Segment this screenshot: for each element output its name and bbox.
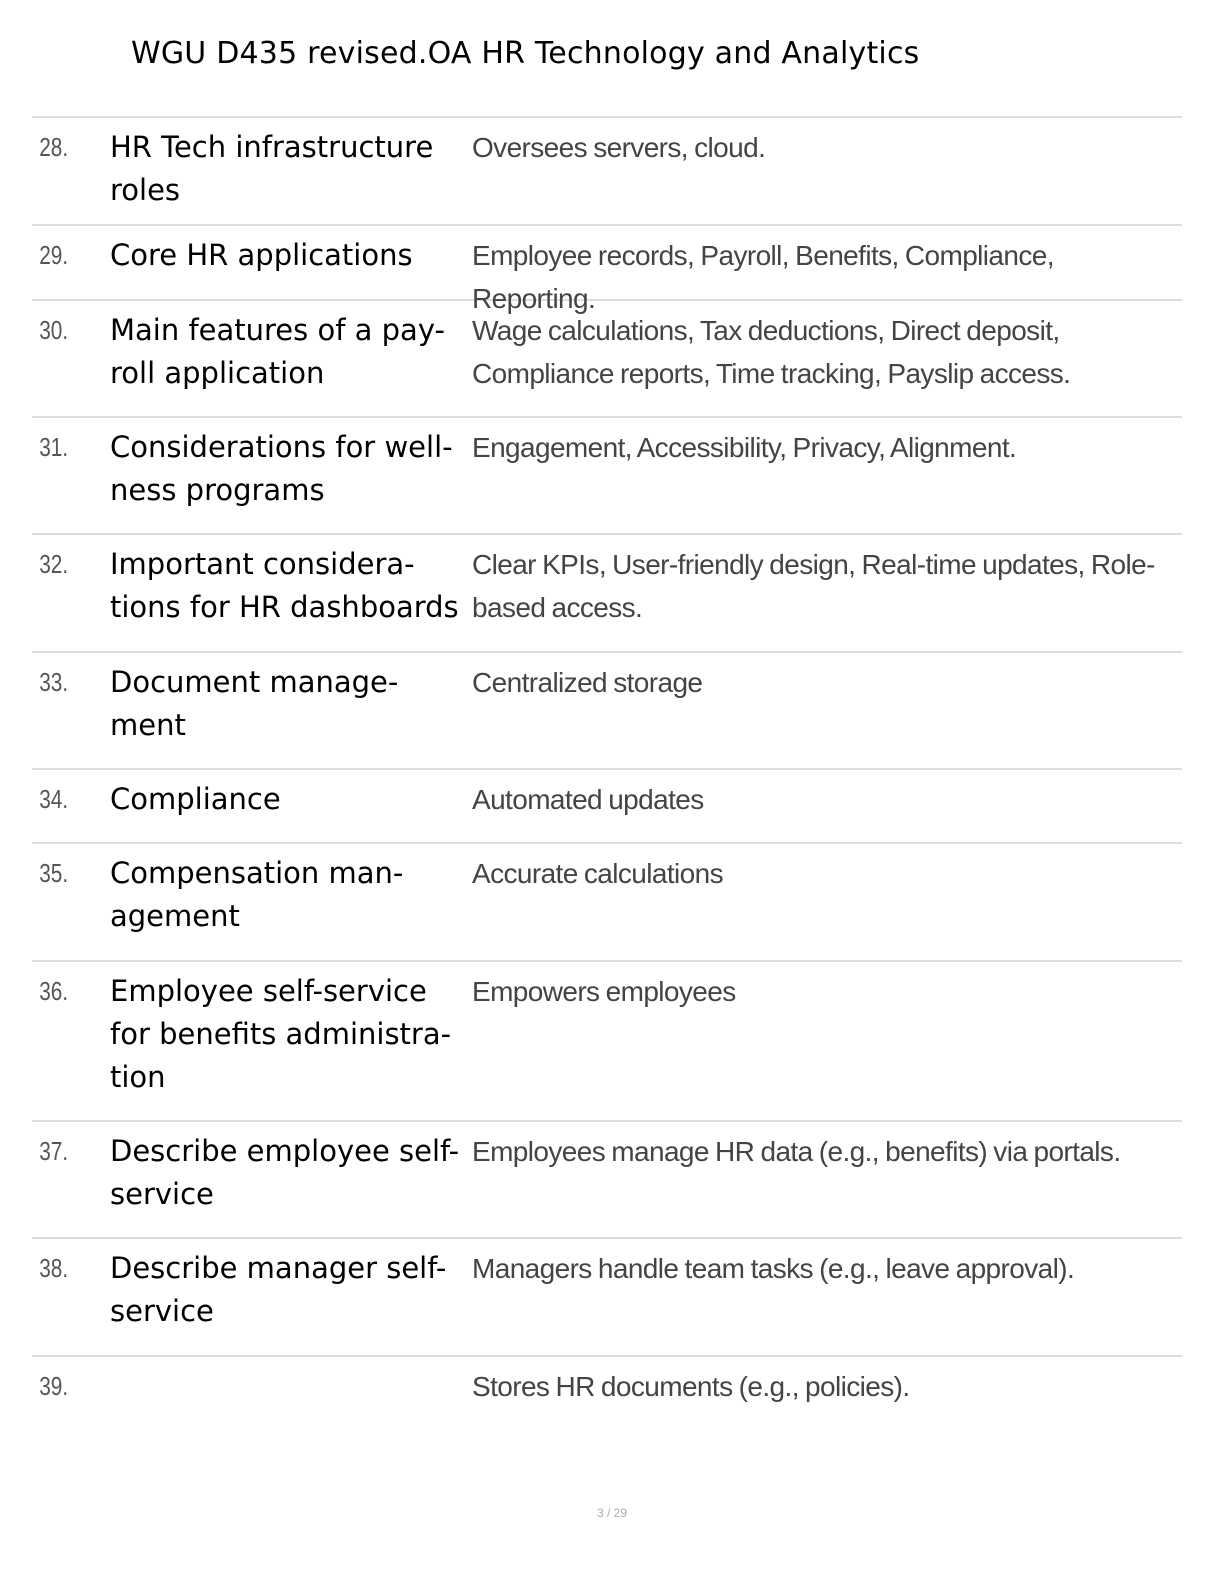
- row-number: 30.: [39, 315, 69, 345]
- row-answer: Employee records, Payroll, Benefits, Compliance, Reporting.: [472, 240, 1054, 314]
- row-answer: Accurate calculations: [472, 858, 723, 889]
- row-number: 36.: [39, 976, 69, 1006]
- row-answer: Stores HR documents (e.g., policies).: [472, 1371, 910, 1402]
- table-row: [32, 301, 1182, 418]
- table-row: [32, 1357, 1182, 1427]
- page-number: 3 / 29: [596, 1506, 628, 1520]
- row-term: Compensation man-agement: [110, 856, 404, 933]
- row-term: Describe employee self-service: [110, 1134, 460, 1211]
- row-term: Compliance: [110, 782, 281, 816]
- row-term: Considerations for well-ness programs: [110, 430, 453, 507]
- table-row: [32, 535, 1182, 653]
- row-term: Important considera-tions for HR dashboards: [110, 547, 459, 624]
- row-number: 33.: [39, 667, 69, 697]
- row-number: 37.: [39, 1136, 69, 1166]
- row-term: Document manage-ment: [110, 665, 399, 742]
- row-answer: Wage calculations, Tax deductions, Direct deposit, Compliance reports, Time tracking, Payslip access.: [472, 315, 1071, 389]
- table-row: [32, 1239, 1182, 1357]
- row-number: 32.: [39, 549, 69, 579]
- row-term: Core HR applications: [110, 238, 413, 272]
- row-number: 39.: [39, 1371, 69, 1401]
- row-number: 29.: [39, 240, 69, 270]
- row-answer: Empowers employees: [472, 976, 736, 1007]
- table-row: [32, 770, 1182, 844]
- table-row: [32, 226, 1182, 314]
- table-row: [32, 118, 1182, 226]
- row-answer: Clear KPIs, User-friendly design, Real-time updates, Role-based access.: [472, 549, 1155, 623]
- table-row: [32, 844, 1182, 962]
- row-term: Main features of a pay-roll application: [110, 313, 445, 390]
- flashcard-table: [32, 116, 1182, 1427]
- table-row: [32, 418, 1182, 535]
- document-title: WGU D435 revised.OA HR Technology and Analytics: [131, 36, 920, 71]
- table-row: [32, 1122, 1182, 1239]
- row-number: 34.: [39, 784, 69, 814]
- row-number: 31.: [39, 432, 69, 462]
- row-term: Describe manager self-service: [110, 1251, 447, 1328]
- row-answer: Employees manage HR data (e.g., benefits) via portals.: [472, 1136, 1121, 1167]
- row-answer: Managers handle team tasks (e.g., leave approval).: [472, 1253, 1075, 1284]
- row-number: 35.: [39, 858, 69, 888]
- row-answer: Oversees servers, cloud.: [472, 132, 766, 163]
- row-term: Employee self-service for benefits administra-tion: [110, 974, 452, 1094]
- row-answer: Centralized storage: [472, 667, 703, 698]
- row-number: 28.: [39, 132, 69, 162]
- row-answer: Engagement, Accessibility, Privacy, Alignment.: [472, 432, 1017, 463]
- row-number: 38.: [39, 1253, 69, 1283]
- table-row: [32, 653, 1182, 770]
- table-row: [32, 962, 1182, 1122]
- row-answer: Automated updates: [472, 784, 704, 815]
- row-term: HR Tech infrastructure roles: [110, 130, 434, 207]
